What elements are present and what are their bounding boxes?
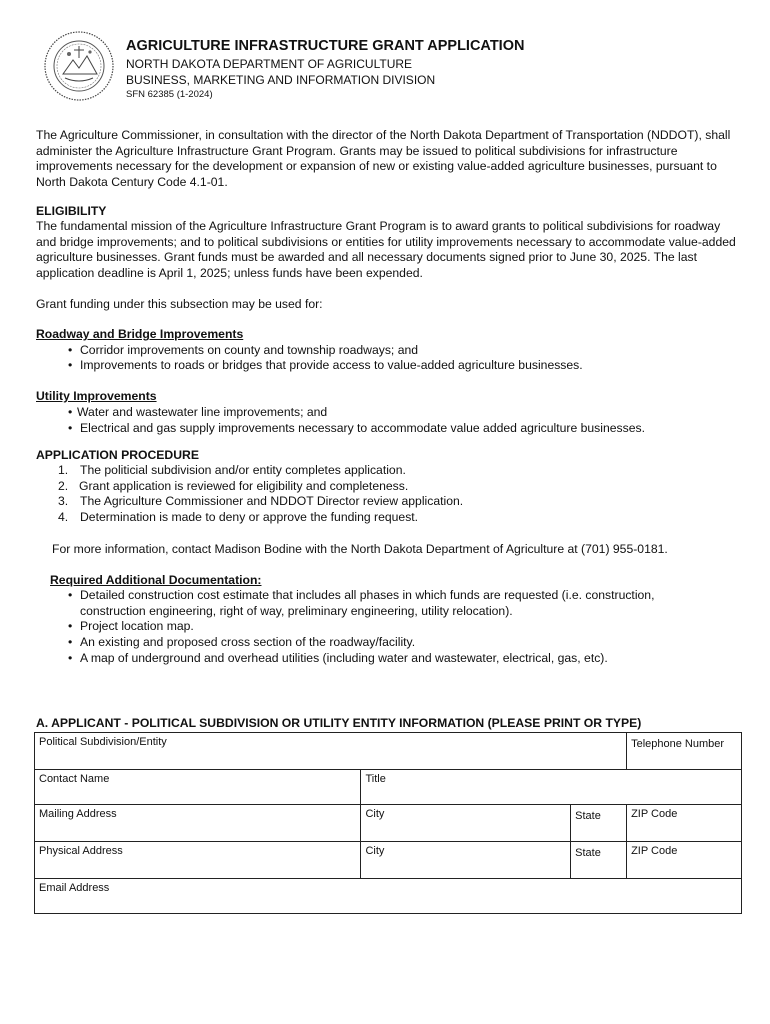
physical-state-field[interactable] bbox=[571, 842, 627, 879]
physical-address-field[interactable] bbox=[35, 842, 361, 879]
list-item: • Detailed construction cost estimate that includes all phases in which funds are requested (i.e. construction, bbox=[68, 588, 655, 602]
list-item: • Project location map. bbox=[68, 619, 194, 633]
field-label: Contact Name bbox=[39, 773, 110, 785]
list-item: • Corridor improvements on county and township roadways; and bbox=[68, 343, 419, 357]
contact-name-field[interactable] bbox=[35, 770, 361, 805]
telephone-field[interactable] bbox=[627, 733, 742, 770]
mailing-zip-field[interactable] bbox=[627, 805, 742, 842]
procedure-step: 3. The Agriculture Commissioner and NDDOT Director review application. bbox=[58, 494, 464, 508]
funding-intro: Grant funding under this subsection may be used for: bbox=[36, 297, 323, 311]
list-item: • Electrical and gas supply improvements necessary to accommodate value added agriculture businesses. bbox=[68, 421, 645, 435]
mailing-state-field[interactable] bbox=[571, 805, 627, 842]
intro-paragraph: The Agriculture Commissioner, in consultation with the director of the North Dakota Department of Transportation (NDDOT), shall administer the Agriculture Infrastructure Grant Program. Grants may be issued to political subdivisions for infrastructure improvements necessary for the development or expansion of new or existing value-added agriculture businesses, pursuant to North Dakota Century Code 4.1-01. bbox=[36, 128, 731, 190]
mailing-city-field[interactable] bbox=[361, 805, 571, 842]
field-label: Email Address bbox=[39, 882, 110, 894]
state-seal-icon bbox=[43, 30, 115, 102]
form-number: SFN 62385 (1-2024) bbox=[126, 89, 213, 100]
section-a-heading: A. APPLICANT - POLITICAL SUBDIVISION OR UTILITY ENTITY INFORMATION (PLEASE PRINT OR TYPE) bbox=[36, 716, 642, 730]
title-field[interactable] bbox=[361, 770, 742, 805]
physical-city-field[interactable] bbox=[361, 842, 571, 879]
list-item: • Improvements to roads or bridges that provide access to value-added agriculture businesses. bbox=[68, 358, 583, 372]
list-item: • Water and wastewater line improvements; and bbox=[68, 405, 328, 419]
documentation-heading: Required Additional Documentation: bbox=[50, 573, 262, 587]
procedure-step: 1. The politicial subdivision and/or entity completes application. bbox=[58, 463, 406, 477]
eligibility-heading: ELIGIBILITY bbox=[36, 204, 107, 218]
mailing-address-field[interactable] bbox=[35, 805, 361, 842]
field-label: Title bbox=[365, 773, 386, 785]
list-item: • A map of underground and overhead utilities (including water and wastewater, electrical, gas, etc). bbox=[68, 651, 608, 665]
list-item: • An existing and proposed cross section of the roadway/facility. bbox=[68, 635, 416, 649]
procedure-heading: APPLICATION PROCEDURE bbox=[36, 448, 199, 462]
field-label: State bbox=[575, 810, 601, 822]
division-name: BUSINESS, MARKETING AND INFORMATION DIVISION bbox=[126, 73, 436, 87]
list-item-continuation: construction engineering, right of way, preliminary engineering, utility relocation). bbox=[80, 604, 513, 618]
procedure-step: 4. Determination is made to deny or approve the funding request. bbox=[58, 510, 419, 524]
field-label: Mailing Address bbox=[39, 808, 117, 820]
field-label: Political Subdivision/Entity bbox=[39, 736, 167, 748]
field-label: State bbox=[575, 847, 601, 859]
contact-info: For more information, contact Madison Bodine with the North Dakota Department of Agriculture at (701) 955-0181. bbox=[52, 542, 668, 556]
form-title: AGRICULTURE INFRASTRUCTURE GRANT APPLICATION bbox=[126, 38, 525, 54]
physical-zip-field[interactable] bbox=[627, 842, 742, 879]
field-label: City bbox=[365, 808, 385, 820]
applicant-info-table bbox=[34, 732, 742, 914]
department-name: NORTH DAKOTA DEPARTMENT OF AGRICULTURE bbox=[126, 57, 413, 71]
field-label: ZIP Code bbox=[631, 808, 678, 820]
procedure-step: 2. Grant application is reviewed for eligibility and completeness. bbox=[58, 479, 409, 493]
eligibility-paragraph: The fundamental mission of the Agriculture Infrastructure Grant Program is to award grants to political subdivisions for roadway and bridge improvements; and to political subdivisions or entities for utility improvements necessary to accommodate value-added agriculture businesses. Grant funds must be awarded and all necessary documents signed prior to June 30, 2025. The last application deadline is April 1, 2025; unless funds have been expended. bbox=[36, 219, 736, 281]
email-field[interactable] bbox=[35, 879, 742, 914]
field-label: Physical Address bbox=[39, 845, 123, 857]
field-label: ZIP Code bbox=[631, 845, 678, 857]
political-subdivision-field[interactable] bbox=[35, 733, 627, 770]
field-label: City bbox=[365, 845, 385, 857]
roadway-heading: Roadway and Bridge Improvements bbox=[36, 327, 244, 341]
utility-heading: Utility Improvements bbox=[36, 389, 157, 403]
field-label: Telephone Number bbox=[631, 738, 725, 750]
